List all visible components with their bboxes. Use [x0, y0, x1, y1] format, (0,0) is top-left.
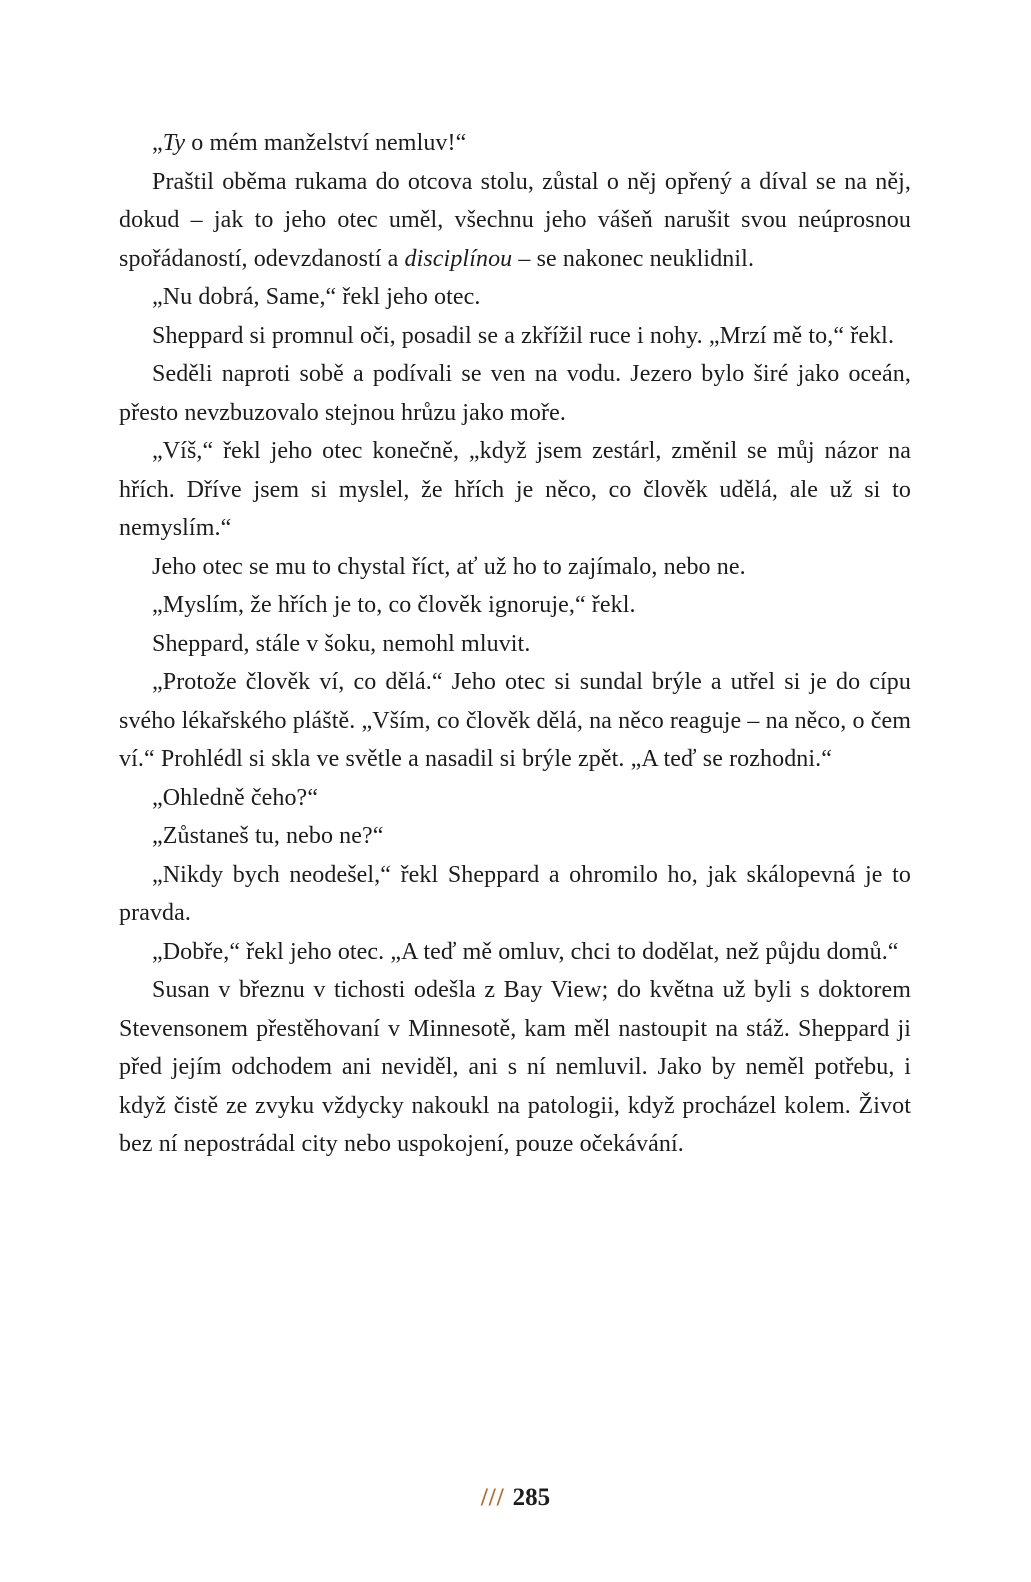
paragraph [119, 971, 911, 1164]
paragraph [119, 663, 911, 779]
paragraph-text: „Dobře,“ řekl jeho otec. „A teď mě omluv, chci to dodělat, než půjdu domů.“ [152, 938, 899, 965]
paragraph [119, 779, 911, 818]
paragraph-text: „Ohledně čeho?“ [152, 784, 319, 811]
paragraph [119, 856, 911, 933]
paragraph [119, 625, 911, 664]
paragraph-text-italic: Ty [162, 130, 186, 156]
paragraph [119, 355, 911, 432]
paragraph-text-italic: disciplínou [404, 245, 513, 272]
paragraph-text: Jeho otec se mu to chystal říct, ať už ho to zajímalo, nebo ne. [152, 553, 746, 580]
paragraph [119, 278, 911, 317]
paragraph-text: „Protože člověk ví, co dělá.“ Jeho otec si sundal brýle a utřel si je do cípu svého lékařského pláště. „Vším, co člověk dělá, na něco reaguje – na něco, o čem ví.“ Prohlédl si skla ve světle a nasadil si brýle zpět. „A teď se rozhodni.“ [119, 669, 911, 772]
paragraph [119, 586, 911, 625]
paragraph [119, 317, 911, 356]
paragraph-text: Sheppard si promnul oči, posadil se a zkřížil ruce i nohy. „Mrzí mě to,“ řekl. [152, 322, 895, 349]
paragraph-text: „Nikdy bych neodešel,“ řekl Sheppard a ohromilo ho, jak skálopevná je to pravda. [119, 861, 911, 926]
body-text [119, 124, 911, 1164]
paragraph-text: „Víš,“ řekl jeho otec konečně, „když jsem zestárl, změnil se můj názor na hřích. Dříve jsem si myslel, že hřích je něco, co člověk udělá, ale už si to nemyslím.“ [119, 438, 911, 541]
paragraph [119, 817, 911, 856]
footer-slashes-ornament: /// [480, 1484, 505, 1511]
paragraph-text: „ [152, 130, 163, 156]
paragraph-text: Sheppard, stále v šoku, nemohl mluvit. [152, 630, 531, 657]
paragraph-text: Praštil oběma rukama do otcova stolu, zůstal o něj opřený a díval se na něj, dokud – jak to jeho otec uměl, všechnu jeho vášeň narušit svou neúprosnou spořádaností, odevzdaností a [119, 168, 911, 272]
paragraph-text: Seděli naproti sobě a podívali se ven na vodu. Jezero bylo širé jako oceán, přesto nevzbuzovalo stejnou hrůzu jako moře. [119, 361, 911, 426]
paragraph-text: „Myslím, že hřích je to, co člověk ignoruje,“ řekl. [152, 592, 636, 618]
paragraph [119, 548, 911, 587]
paragraph-text: „Nu dobrá, Same,“ řekl jeho otec. [152, 284, 481, 310]
page-number: 285 [512, 1484, 551, 1511]
paragraph [119, 432, 911, 548]
paragraph [119, 933, 911, 972]
paragraph-text: „Zůstaneš tu, nebo ne?“ [152, 823, 384, 849]
paragraph-text: Susan v březnu v tichosti odešla z Bay View; do května už byli s doktorem Stevensonem přestěhovaní v Minnesotě, kam měl nastoupit na stáž. Sheppard ji před jejím odchodem ani neviděl, ani s ní nemluvil. Jako by neměl potřebu, i když čistě ze zvyku vždycky nakoukl na patologii, když procházel kolem. Život bez ní nepostrádal city nebo uspokojení, pouze očekávání. [119, 977, 911, 1157]
paragraph [119, 124, 911, 163]
page-footer [0, 1483, 1031, 1513]
paragraph-text: – se nakonec neuklidnil. [512, 245, 755, 272]
paragraph [119, 163, 911, 279]
paragraph-text: o mém manželství nemluv!“ [185, 130, 467, 156]
